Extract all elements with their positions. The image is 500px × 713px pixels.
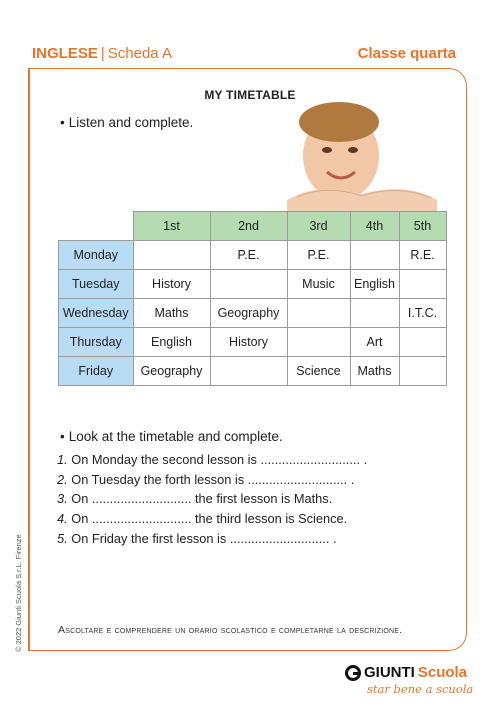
exercise-list (57, 450, 367, 549)
instruction-look (60, 429, 283, 444)
lesson-cell: History (133, 270, 210, 299)
column-header: 3rd (287, 212, 350, 241)
exercise-number: 2 (57, 471, 65, 487)
instruction-listen-text: Listen and complete. (68, 115, 194, 130)
corner-cell (59, 212, 134, 241)
lesson-cell: Maths (133, 299, 210, 328)
day-cell: Wednesday (59, 299, 134, 328)
exercise-item (57, 450, 367, 470)
exercise-text: On Friday the first lesson is ............................ . (71, 530, 337, 546)
exercise-item (57, 509, 367, 529)
column-header: 4th (350, 212, 399, 241)
timetable (58, 211, 447, 386)
lesson-cell: Music (287, 270, 350, 299)
lesson-cell (210, 357, 287, 386)
boy-illustration (287, 102, 437, 214)
logo-brand-accent: Scuola (417, 664, 468, 681)
lesson-cell (133, 241, 210, 270)
exercise-number-dot: . (64, 471, 68, 487)
lesson-cell: History (210, 328, 287, 357)
exercise-text: On Tuesday the forth lesson is ............................ . (71, 471, 355, 487)
exercise-text: On ............................ the first lesson is Maths. (71, 491, 333, 507)
column-header: 1st (133, 212, 210, 241)
lesson-cell: Science (287, 357, 350, 386)
lesson-cell (350, 241, 399, 270)
class-label: Classe quarta (357, 45, 456, 62)
lesson-cell: Geography (210, 299, 287, 328)
instruction-listen (60, 115, 193, 130)
learning-objective: Ascoltare e comprendere un orario scolastico e completarne la descrizione. (58, 624, 403, 636)
exercise-number: 3 (57, 491, 65, 507)
lesson-cell: English (133, 328, 210, 357)
lesson-cell: Art (350, 328, 399, 357)
lesson-cell: R.E. (399, 241, 446, 270)
timetable-row (59, 241, 447, 270)
exercise-item (57, 470, 367, 490)
lesson-cell: P.E. (287, 241, 350, 270)
exercise-number-dot: . (64, 530, 68, 546)
column-header: 2nd (210, 212, 287, 241)
lesson-cell: Geography (133, 357, 210, 386)
exercise-text: On ............................ the third lesson is Science. (71, 511, 348, 527)
timetable-header-row (59, 212, 447, 241)
bullet-icon: • (60, 115, 65, 130)
exercise-item (57, 529, 367, 549)
exercise-text: On Monday the second lesson is ............................ . (71, 452, 368, 467)
lesson-cell: P.E. (210, 241, 287, 270)
page-title: MY TIMETABLE (204, 88, 296, 102)
exercise-number-dot: . (64, 452, 68, 467)
lesson-cell (399, 328, 446, 357)
column-header: 5th (399, 212, 446, 241)
day-cell: Monday (59, 241, 134, 270)
subject-label: INGLESE (32, 45, 98, 62)
exercise-number: 5 (57, 530, 65, 546)
lesson-cell (287, 299, 350, 328)
exercise-number-dot: . (64, 491, 68, 507)
lesson-cell: I.T.C. (399, 299, 446, 328)
lesson-cell (287, 328, 350, 357)
bullet-icon: • (60, 429, 65, 444)
lesson-cell (210, 270, 287, 299)
day-cell: Tuesday (59, 270, 134, 299)
publisher-logo (345, 664, 473, 696)
lesson-cell: Maths (350, 357, 399, 386)
lesson-cell (399, 357, 446, 386)
lesson-cell (399, 270, 446, 299)
copyright-text: © 2022 Giunti Scuola S.r.L. Firenze (14, 534, 23, 652)
exercise-number: 4 (57, 511, 65, 527)
logo-brand-name: GIUNTI (364, 664, 415, 681)
timetable-row (59, 328, 447, 357)
giunti-g-icon (345, 665, 361, 681)
lesson-cell (350, 299, 399, 328)
day-cell: Friday (59, 357, 134, 386)
timetable-row (59, 357, 447, 386)
frame-left-edge (28, 68, 30, 651)
sheet-label: Scheda A (107, 45, 172, 62)
timetable-row (59, 299, 447, 328)
exercise-number: 1 (57, 452, 65, 467)
timetable-row (59, 270, 447, 299)
day-cell: Thursday (59, 328, 134, 357)
lesson-cell: English (350, 270, 399, 299)
instruction-look-text: Look at the timetable and complete. (68, 429, 283, 444)
header-subject (32, 45, 172, 62)
logo-brand (345, 664, 473, 681)
header-separator: | (100, 45, 105, 62)
exercise-item (57, 489, 367, 509)
logo-tagline: star bene a scuola (367, 682, 474, 696)
exercise-number-dot: . (64, 511, 68, 527)
